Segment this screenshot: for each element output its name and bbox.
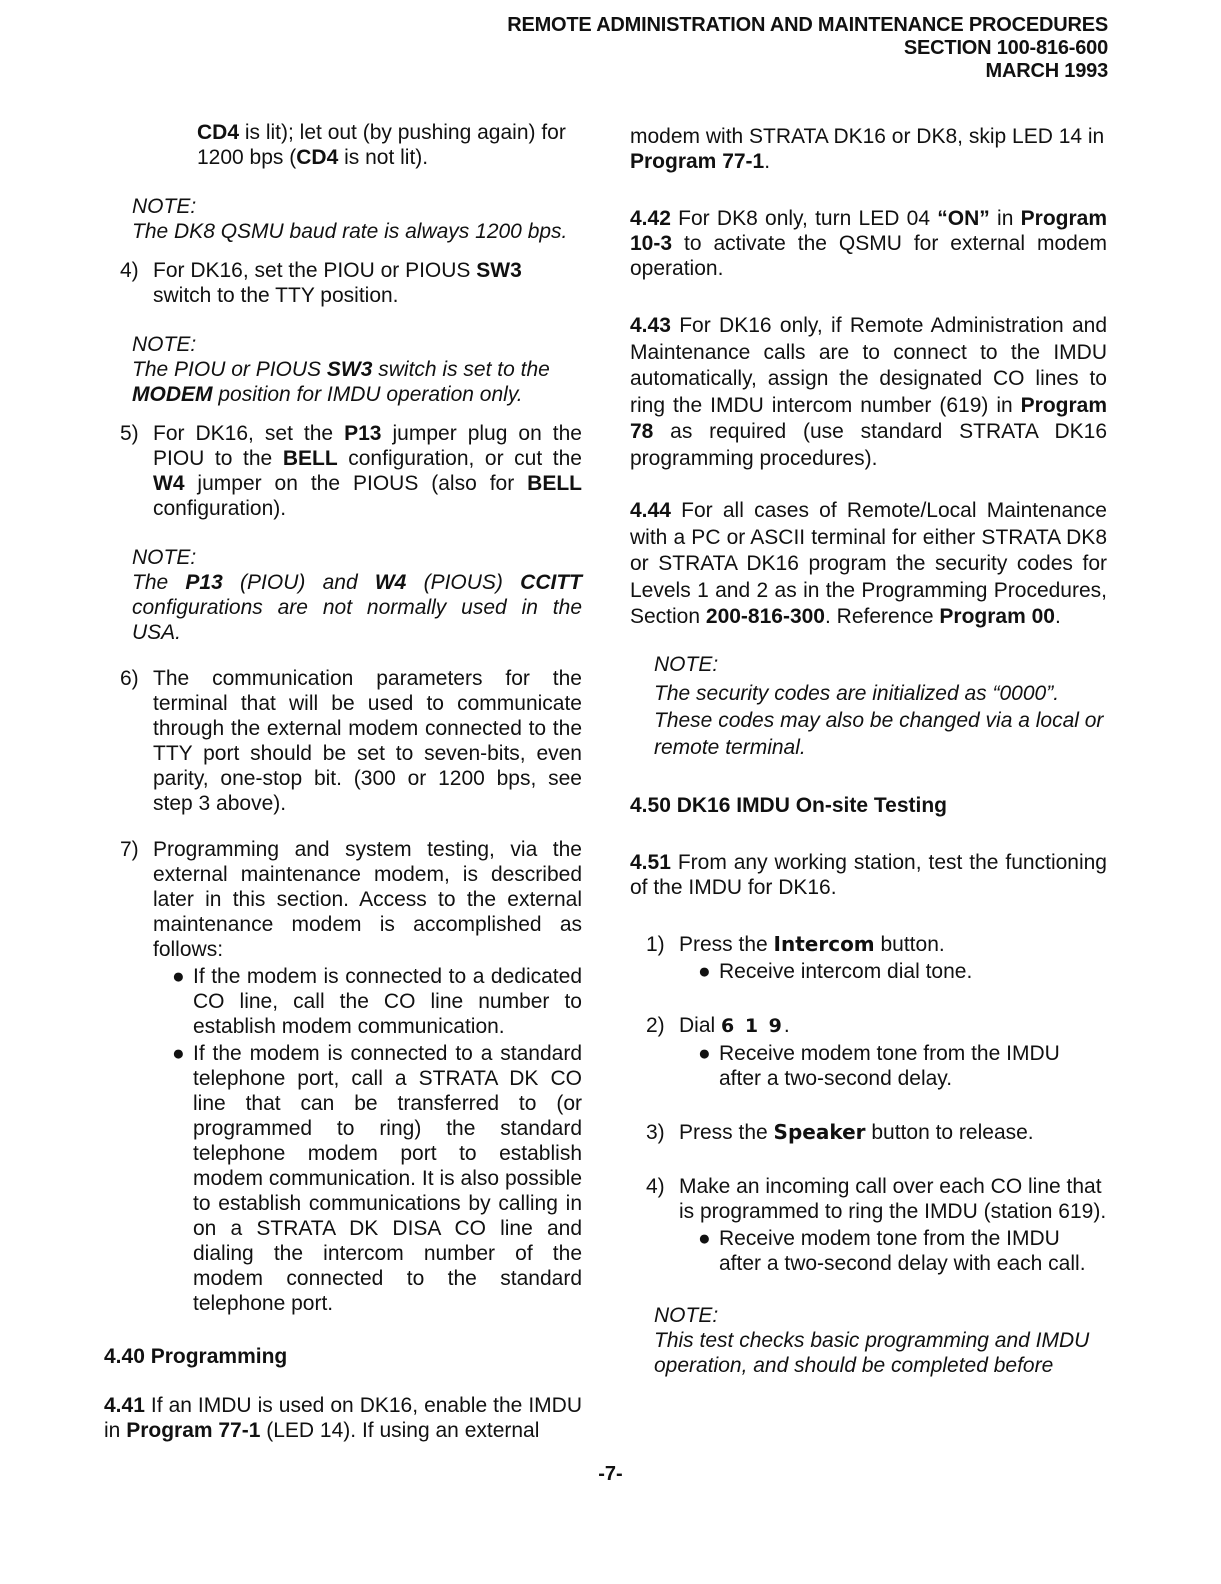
list-item: ● If the modem is connected to a standard telephone port, call a STRATA DK CO line that can be transferred to (or programmed to ring) the standard telephone modem port to establish modem communication. It is also possible to establish communications by calling in on a STRATA DK DISA CO line and dialing the intercom number of the modem connected to the standard telephone port. [172, 1042, 582, 1315]
list-item: ● Receive modem tone from the IMDU after a two-second delay with each call. [698, 1226, 1086, 1275]
note-baud-rate [132, 194, 582, 244]
note-text: The security codes are initialized as “0000”. These codes may also be changed via a local or remote terminal. [654, 681, 1104, 759]
list-item: ● Receive modem tone from the IMDU after a two-second delay. [698, 1041, 1060, 1090]
step-number: 2) [646, 1013, 665, 1037]
para-4-43: 4.43 For DK16 only, if Remote Administration and Maintenance calls are to connect to the IMDU automatically, assign the designated CO lines to ring the IMDU intercom number (619) in Program 78 as required (use standard STRATA DK16 programming procedures). [630, 314, 1107, 470]
note-label: NOTE: [654, 652, 719, 676]
bullet-icon: ● [698, 959, 711, 983]
note-text: The PIOU or PIOUS SW3 switch is set to the MODEM position for IMDU operation only. [132, 358, 550, 406]
note-label: NOTE: [132, 333, 197, 356]
step-number: 3) [646, 1120, 665, 1144]
test-step-3: 3) Press the Speaker button to release. [646, 1119, 1034, 1144]
continued-para: modem with STRATA DK16 or DK8, skip LED 14 in Program 77-1. [630, 125, 1105, 173]
note-test [654, 1303, 1107, 1378]
bullet-icon: ● [698, 1041, 711, 1065]
step-number: 1) [646, 932, 665, 956]
header-section: SECTION 100-816-600 [903, 37, 1108, 59]
step-text: The communication parameters for the terminal that will be used to communicate through the external modem connected to the TTY port should be set to seven-bits, even parity, one-stop bit. (300 or 1200 bps, see step 3 above). [153, 667, 582, 815]
left-column [104, 118, 582, 1443]
para-4-44: 4.44 For all cases of Remote/Local Maintenance with a PC or ASCII terminal for either STRATA DK8 or STRATA DK16 program the security codes for Levels 1 and 2 as in the Programming Procedures, Section 200-816-300. Reference Program 00. [630, 499, 1107, 628]
step-number: 5) [120, 422, 139, 445]
continued-step: CD4 is lit); let out (by pushing again) for 1200 bps (CD4 is not lit). [197, 121, 566, 169]
note-text: This test checks basic programming and IMDU operation, and should be completed before [654, 1328, 1090, 1377]
note-text: The DK8 QSMU baud rate is always 1200 bps. [132, 220, 568, 243]
heading-4-50: 4.50 DK16 IMDU On-site Testing [630, 793, 948, 817]
note-label: NOTE: [132, 546, 197, 569]
para-4-42: 4.42 For DK8 only, turn LED 04 “ON” in Program 10-3 to activate the QSMU for external modem operation. [630, 207, 1107, 280]
list-item: ● Receive intercom dial tone. [698, 959, 973, 983]
step-number: 4) [646, 1174, 665, 1198]
step-number: 4) [120, 259, 139, 282]
para-4-41: 4.41 If an IMDU is used on DK16, enable the IMDU in Program 77-1 (LED 14). If using an external [104, 1394, 582, 1442]
note-security-codes [654, 651, 1107, 761]
para-4-51: 4.51 From any working station, test the functioning of the IMDU for DK16. [630, 850, 1107, 899]
list-item: ● If the modem is connected to a dedicated CO line, call the CO line number to establish modem communication. [172, 965, 582, 1038]
step-4: 4) For DK16, set the PIOU or PIOUS SW3 switch to the TTY position. [120, 259, 522, 307]
note-sw3 [132, 332, 582, 407]
bullet-icon: ● [172, 965, 185, 988]
header-date: MARCH 1993 [985, 60, 1108, 82]
header-title: REMOTE ADMINISTRATION AND MAINTENANCE PROCEDURES [507, 14, 1108, 36]
note-label: NOTE: [654, 1303, 719, 1327]
step-7 [104, 837, 582, 1316]
note-ccitt [132, 545, 582, 645]
heading-4-40: 4.40 Programming [104, 1345, 288, 1368]
bullet-icon: ● [698, 1226, 711, 1250]
note-text: The P13 (PIOU) and W4 (PIOUS) CCITT configurations are not normally used in the USA. [132, 571, 582, 644]
step-6 [104, 666, 582, 816]
right-column [630, 118, 1107, 1378]
test-step-4: 4) Make an incoming call over each CO line that is programmed to ring the IMDU (station 619). ● Receive modem tone from the IMDU after a two-second delay with each call. [646, 1174, 1107, 1275]
page-number: -7- [598, 1463, 623, 1485]
page-header [408, 14, 1108, 83]
step-5: 5) For DK16, set the P13 jumper plug on the PIOU to the BELL configuration, or cut the W4 jumper on the PIOUS (also for BELL configuration). [120, 422, 582, 520]
step-number: 7) [120, 838, 139, 861]
step-text: Programming and system testing, via the external maintenance modem, is described later in this section. Access to the external maintenance modem is accomplished as follows: [153, 838, 582, 961]
step-number: 6) [120, 667, 139, 690]
test-step-2: 2) Dial 6 1 9. ● Receive modem tone from the IMDU after a two-second delay. [630, 1013, 1107, 1091]
note-label: NOTE: [132, 195, 197, 218]
test-step-1: 1) Press the Intercom button. ● Receive intercom dial tone. [630, 932, 1107, 984]
bullet-icon: ● [172, 1042, 185, 1065]
